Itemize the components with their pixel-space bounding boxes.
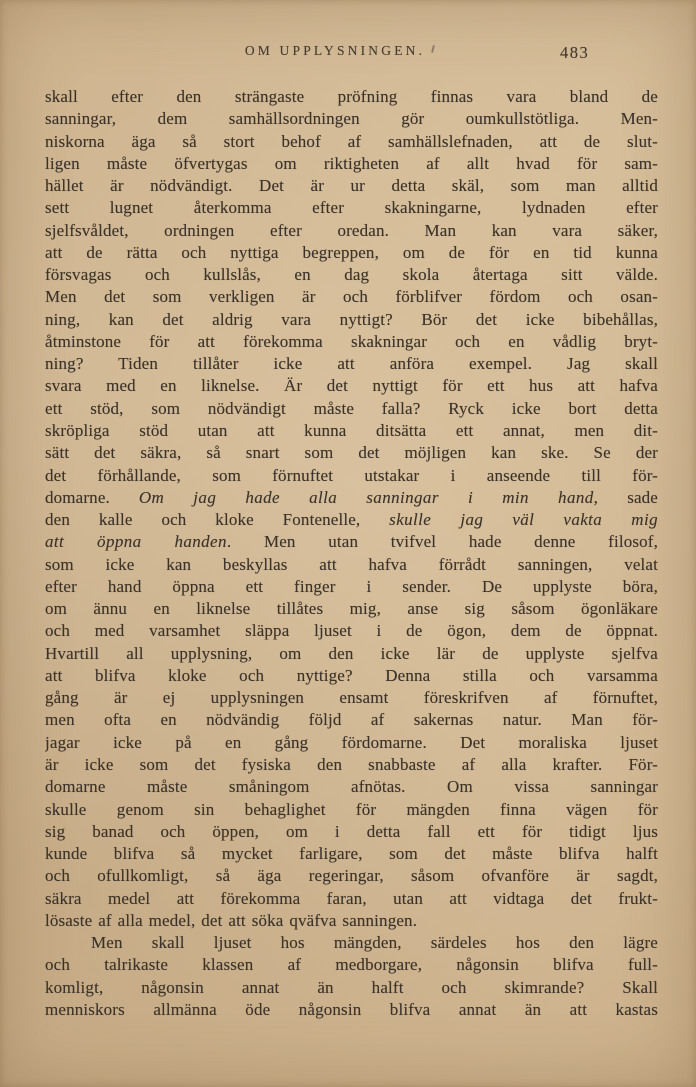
text-line xyxy=(45,309,658,331)
text-segment: jagar icke på en gång fördomarne. Det moraliska ljuset xyxy=(45,732,658,752)
text-segment: sig banad och öppen, om i detta fall ett för tidigt ljus xyxy=(45,821,658,841)
text-line xyxy=(45,598,658,620)
text-segment: sanningar, dem samhällsordningen gör oumkullstötliga. Men- xyxy=(45,109,658,129)
text-line xyxy=(45,465,658,487)
text-segment: ett stöd, som nödvändigt måste falla? Ryck icke bort detta xyxy=(45,398,658,418)
text-line xyxy=(45,197,658,219)
text-line xyxy=(45,843,658,865)
text-line xyxy=(45,242,658,264)
italic-text-segment: att öppna handen xyxy=(45,532,227,552)
text-segment: svara med en liknelse. Är det nyttigt för ett hus att hafva xyxy=(45,376,658,396)
text-segment: och ofullkomligt, så äga regeringar, såsom ofvanföre är sagdt, xyxy=(45,866,658,886)
text-segment: ligen måste öfvertygas om riktigheten af allt hvad för sam- xyxy=(45,153,658,173)
text-line xyxy=(45,108,658,130)
text-segment: den kalle och kloke Fontenelle, xyxy=(45,510,390,530)
italic-text-segment: Om jag hade alla sanningar i min hand, xyxy=(138,487,599,507)
text-segment: är icke som det fysiska den snabbaste af alla krafter. För- xyxy=(45,754,658,774)
text-line xyxy=(45,420,658,442)
text-line xyxy=(45,153,658,175)
text-line xyxy=(45,954,658,976)
text-line xyxy=(45,932,658,954)
text-segment: Hvartill all upplysning, om den icke lär de upplyste sjelfva xyxy=(45,643,658,663)
text-line xyxy=(45,375,658,397)
text-line xyxy=(45,487,658,509)
text-segment: domarne. xyxy=(45,487,139,507)
text-line xyxy=(45,977,658,999)
running-title: OM UPPLYSNINGEN. xyxy=(244,43,426,58)
text-segment: menniskors allmänna öde någonsin blifva annat än att kastas xyxy=(45,999,658,1019)
text-line xyxy=(45,554,658,576)
text-segment: det förhållande, som förnuftet utstakar i anseende till för- xyxy=(45,465,658,485)
text-segment: att de rätta och nyttiga begreppen, om de för en tid kunna xyxy=(45,242,658,262)
text-line xyxy=(45,576,658,598)
text-line xyxy=(45,131,658,153)
text-segment: lösaste af alla medel, det att söka qväfva sanningen. xyxy=(45,910,418,930)
text-line xyxy=(45,86,658,108)
text-line xyxy=(45,331,658,353)
text-line xyxy=(45,175,658,197)
page-number: 483 xyxy=(560,43,590,62)
text-line xyxy=(45,643,658,665)
text-segment: efter hand öppna ett finger i sender. De upplyste böra, xyxy=(45,576,658,596)
text-segment: om ännu en liknelse tillåtes mig, anse sig såsom ögonläkare xyxy=(45,599,658,619)
text-segment: sjelfsvåldet, ordningen efter oredan. Man kan vara säker, xyxy=(45,220,658,240)
text-segment: skröpliga stöd utan att kunna ditsätta ett annat, men dit- xyxy=(45,420,658,440)
page-text xyxy=(45,86,658,1021)
text-segment: . Men utan tvifvel hade denne filosof, xyxy=(226,532,658,552)
text-segment: domarne måste småningom afnötas. Om vissa sanningar xyxy=(45,777,658,797)
text-segment: komligt, någonsin annat än halft och skimrande? Skall xyxy=(45,977,658,997)
text-segment: sett lugnet återkomma efter skakningarne, lydnaden efter xyxy=(45,198,658,218)
text-line xyxy=(45,821,658,843)
text-segment: säkra medel att förekomma faran, utan att vidtaga det frukt- xyxy=(45,888,658,908)
text-line xyxy=(45,220,658,242)
text-line xyxy=(45,754,658,776)
text-segment: åtminstone för att förekomma skakningar och en vådlig bryt- xyxy=(45,331,658,351)
text-line xyxy=(45,732,658,754)
text-segment: Men skall ljuset hos mängden, särdeles hos den lägre xyxy=(91,933,658,953)
text-line xyxy=(45,286,658,308)
page-header xyxy=(0,43,696,65)
text-segment: sätt det säkra, så snart som det möjligen kan ske. Se der xyxy=(45,443,658,463)
text-line xyxy=(45,776,658,798)
text-segment: ning, kan det aldrig vara nyttigt? Bör det icke bibehållas, xyxy=(45,309,658,329)
text-line xyxy=(45,353,658,375)
text-line xyxy=(45,910,658,932)
text-line xyxy=(45,687,658,709)
text-line xyxy=(45,999,658,1021)
text-segment: kunde blifva så mycket farligare, som det måste blifva halft xyxy=(45,844,658,864)
text-line xyxy=(45,665,658,687)
text-segment: och talrikaste klassen af medborgare, någonsin blifva full- xyxy=(45,955,658,975)
text-segment: och med varsamhet släppa ljuset i de ögon, dem de öppnat. xyxy=(45,621,658,641)
text-line xyxy=(45,509,658,531)
text-segment: Men det som verkligen är och förblifver fördom och osan- xyxy=(45,287,658,307)
text-segment: gång är ej upplysningen ensamt föreskrifven af förnuftet, xyxy=(45,688,658,708)
text-line xyxy=(45,865,658,887)
text-segment: men ofta en nödvändig följd af sakernas natur. Man för- xyxy=(45,710,658,730)
text-line xyxy=(45,531,658,553)
text-segment: sade xyxy=(598,487,658,507)
text-segment: hället är nödvändigt. Det är ur detta skäl, som man alltid xyxy=(45,176,658,196)
text-line xyxy=(45,620,658,642)
text-segment: att blifva kloke och nyttige? Denna stilla och varsamma xyxy=(45,665,658,685)
italic-text-segment: skulle jag väl vakta mig xyxy=(389,510,658,530)
text-segment: ning? Tiden tillåter icke att anföra exempel. Jag skall xyxy=(45,354,658,374)
text-segment: skulle genom sin behaglighet för mängden finna vägen för xyxy=(45,799,658,819)
text-segment: skall efter den strängaste pröfning finnas vara bland de xyxy=(45,87,658,106)
text-segment: niskorna äga så stort behof af samhällslefnaden, att de slut- xyxy=(45,131,658,151)
text-segment: försvagas och kullslås, en dag skola återtaga sitt välde. xyxy=(45,265,658,285)
text-line xyxy=(45,398,658,420)
text-line xyxy=(45,799,658,821)
text-segment: som icke kan beskyllas att hafva förrådt sanningen, velat xyxy=(45,554,658,574)
text-line xyxy=(45,888,658,910)
text-line xyxy=(45,709,658,731)
text-line xyxy=(45,442,658,464)
text-line xyxy=(45,264,658,286)
